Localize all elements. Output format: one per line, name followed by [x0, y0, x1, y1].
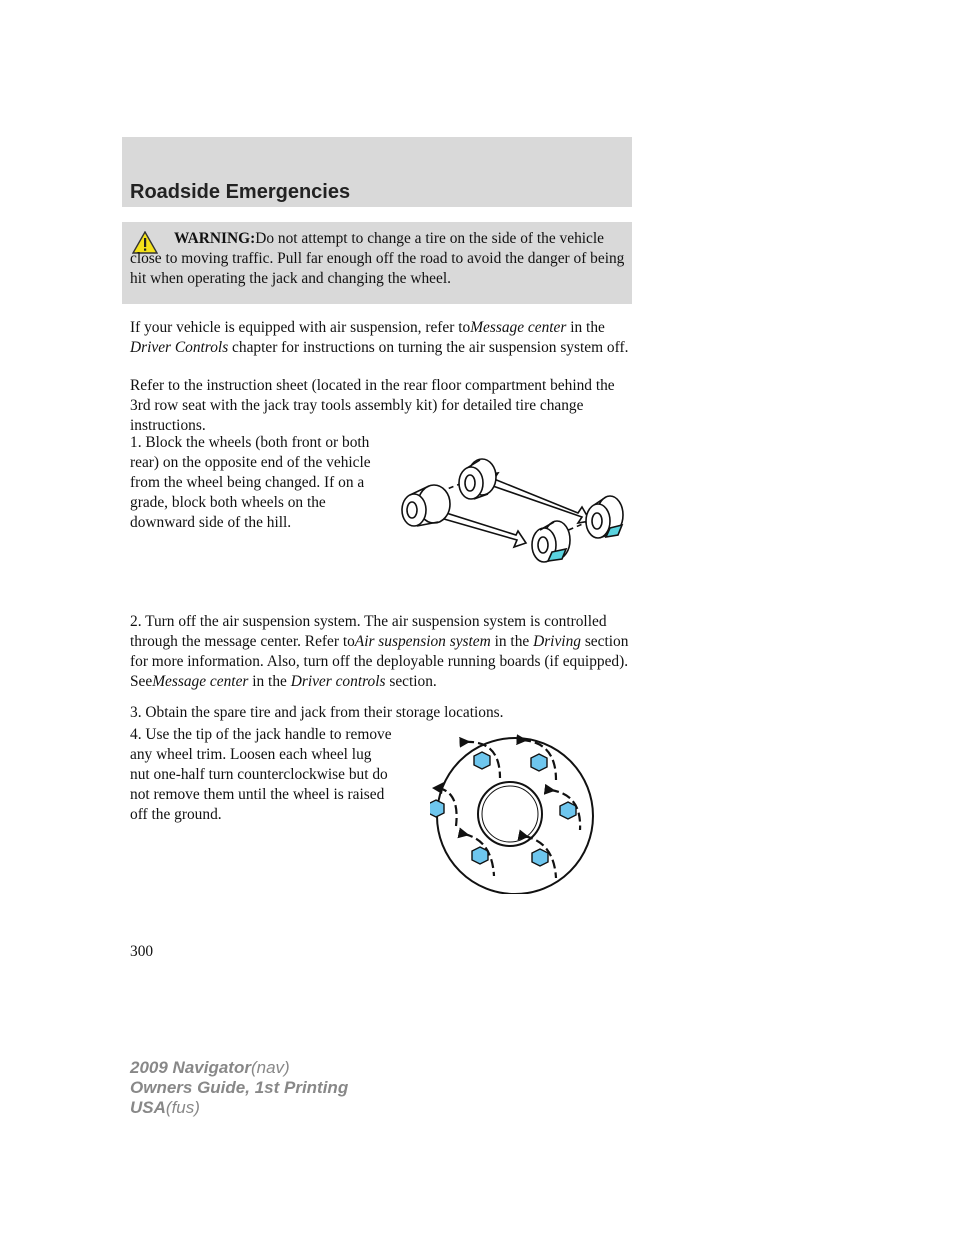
p1-link-message-center: Message center: [470, 319, 567, 336]
footer-model-code: (nav): [250, 1058, 290, 1077]
step2-link-driving: Driving: [533, 633, 581, 650]
step2-text-a: 2. Turn off the air suspension system. The air suspension system is controlled through the message center. Refer to: [130, 613, 607, 650]
step2-text-i: section.: [385, 673, 437, 690]
page-number: 300: [130, 943, 154, 960]
wheel-chocks-icon: [392, 455, 632, 565]
step2-text-c: in the: [490, 633, 534, 650]
section-header: [122, 137, 632, 207]
warning-label: WARNING:: [174, 230, 256, 247]
footer-region: USA: [130, 1098, 166, 1117]
footer-guide: Owners Guide, 1st Printing: [130, 1078, 349, 1097]
footer-line-2: [130, 1078, 348, 1098]
instruction-sheet-paragraph: Refer to the instruction sheet (located in the rear floor compartment behind the 3rd row seat with the jack tray tools assembly kit) for detailed tire change instructions.: [130, 377, 615, 434]
step-1: 1. Block the wheels (both front or both rear) on the opposite end of the vehicle from the wheel being changed. If on a grade, block both wheels on the downward side of the hill.: [130, 434, 371, 531]
step-3: 3. Obtain the spare tire and jack from their storage locations.: [130, 704, 504, 721]
lug-nut-pattern-icon: [430, 732, 600, 894]
step2-link-air-suspension: Air suspension system: [354, 633, 491, 650]
footer-line-3: [130, 1098, 348, 1118]
section-title: Roadside Emergencies: [130, 181, 351, 203]
footer-model: 2009 Navigator: [130, 1058, 251, 1077]
step2-text-e: section for more information. Also, turn off the deployable running boards (if equipped). See: [130, 633, 629, 690]
step2-link-driver-controls: Driver controls: [290, 673, 386, 690]
p1-text-c: in the: [566, 319, 605, 336]
step2-text-g: in the: [248, 673, 291, 690]
p1-link-driver-controls: Driver Controls: [130, 339, 229, 356]
air-suspension-paragraph: [130, 318, 630, 358]
step2-link-message-center: Message center: [152, 673, 249, 690]
warning-box: [122, 222, 632, 304]
p1-text-a: If your vehicle is equipped with air suspension, refer to: [130, 319, 471, 336]
step-4: 4. Use the tip of the jack handle to remove any wheel trim. Loosen each wheel lug nut one-half turn counterclockwise but do not remove them until the wheel is raised off the ground.: [130, 726, 392, 823]
p1-text-e: chapter for instructions on turning the air suspension system off.: [228, 339, 629, 356]
warning-body: Do not attempt to change a tire on the side of the vehicle close to moving traffic. Pull far enough off the road to avoid the danger of being hit when operating the jack and changing the wheel.: [130, 230, 625, 287]
step-2: [130, 612, 630, 692]
footer-line-1: [130, 1058, 348, 1078]
footer-region-code: (fus): [165, 1098, 200, 1117]
warning-text: [130, 229, 628, 289]
print-footer: [130, 1058, 348, 1118]
